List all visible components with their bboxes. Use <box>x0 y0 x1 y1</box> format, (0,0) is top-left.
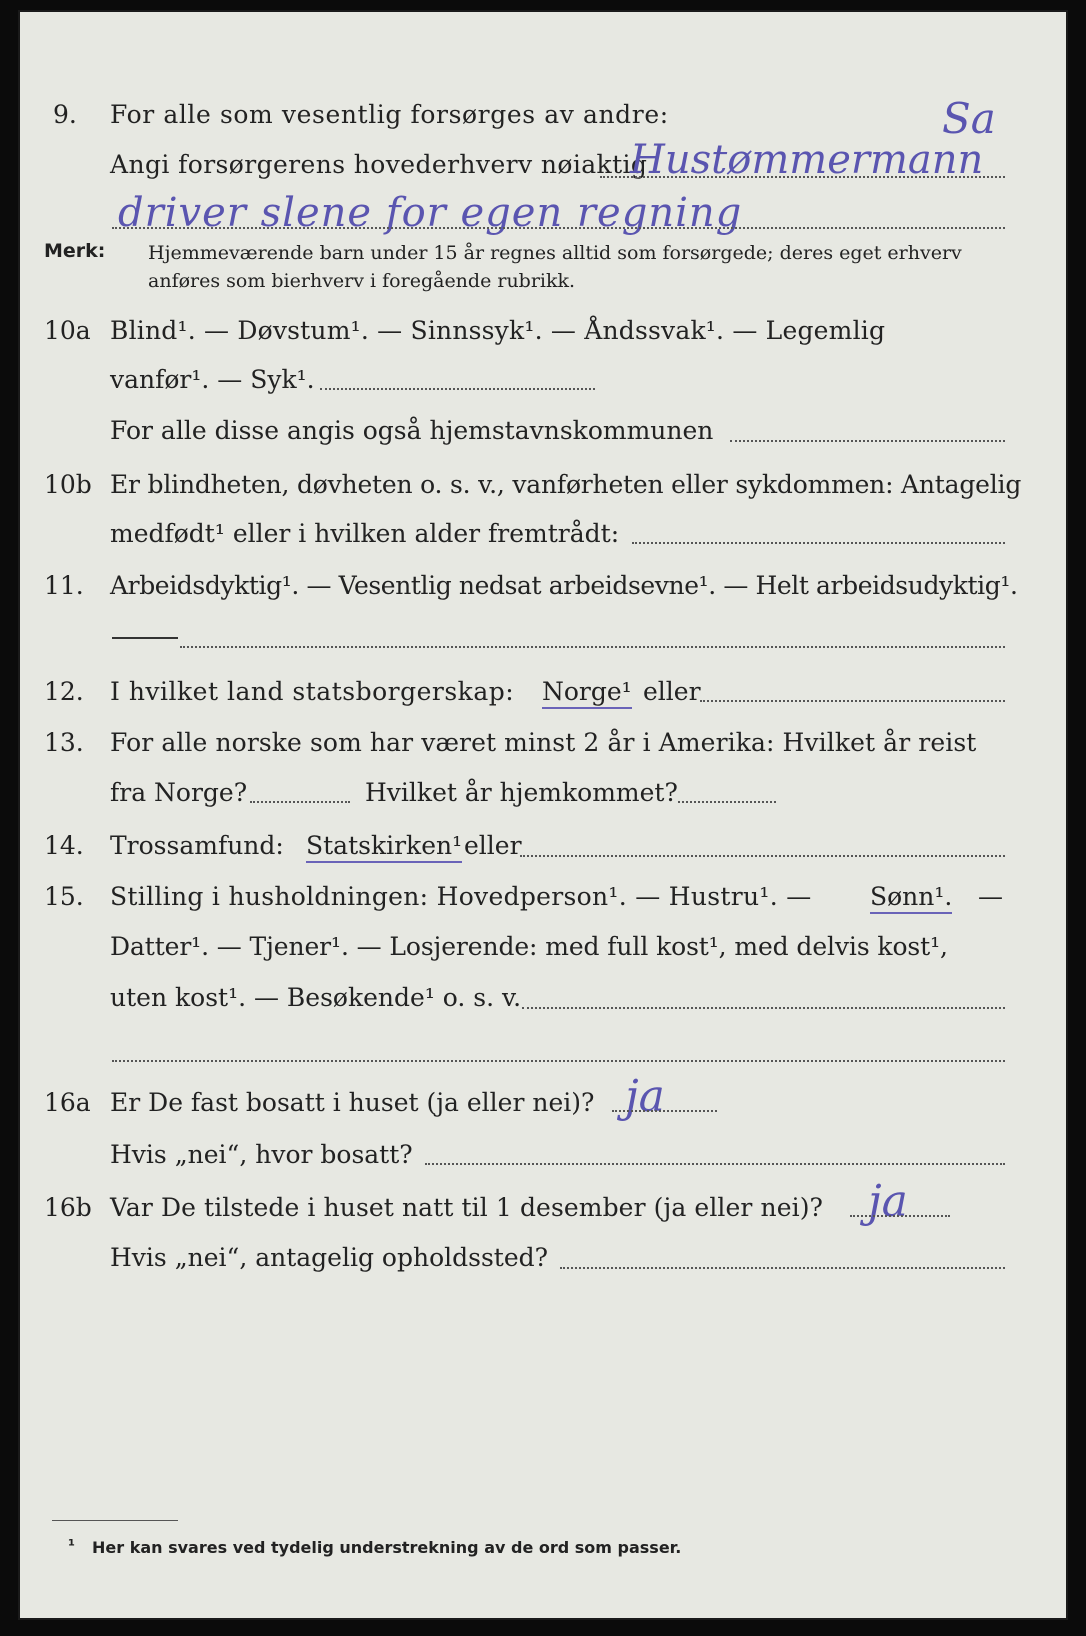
q13-line2a: fra Norge? <box>110 778 248 807</box>
q10a-line2: vanfør¹. — Syk¹. <box>110 365 315 394</box>
q11-answer-line <box>180 646 1005 648</box>
merk-line1: Hjemmeværende barn under 15 år regnes alltid som forsørgede; deres eget erhverv <box>148 242 962 264</box>
q9-answer-line1 <box>600 176 1005 178</box>
q13-number: 13. <box>44 728 84 757</box>
q10a-number: 10a <box>44 316 91 345</box>
q13-line1: For alle norske som har været minst 2 år i Amerika: Hvilket år reist <box>110 728 977 757</box>
q14-number: 14. <box>44 831 84 860</box>
q16b-line1: Var De tilstede i huset natt til 1 desember (ja eller nei)? <box>110 1193 824 1222</box>
q16b-answer-line <box>850 1215 950 1217</box>
q10a-line3: For alle disse angis også hjemstavnskommunen <box>110 416 714 445</box>
q14-eller: eller <box>464 831 522 860</box>
q14-statskirken-underlined: Statskirken¹ <box>306 833 462 863</box>
merk-label: Merk: <box>44 240 106 262</box>
q9-line2: Angi forsørgerens hovederhverv nøiaktig <box>110 150 648 179</box>
q11-line1: Arbeidsdyktig¹. — Vesentlig nedsat arbeidsevne¹. — Helt arbeidsudyktig¹. <box>110 571 1018 600</box>
q15-answer-line1 <box>522 1007 1005 1009</box>
q12-eller: eller <box>643 677 701 706</box>
footnote-rule <box>52 1520 178 1521</box>
q15-line2: Datter¹. — Tjener¹. — Losjerende: med full kost¹, med delvis kost¹, <box>110 932 948 961</box>
q9-handwritten-answer1: Hustømmermann <box>630 137 984 183</box>
q12-answer-line <box>700 700 1005 702</box>
q13-reist-line <box>250 801 350 803</box>
q15-answer-line2 <box>112 1060 1005 1062</box>
q9-handwritten-corner: Sa <box>942 94 996 143</box>
merk-line2: anføres som bierhverv i foregående rubrikk. <box>148 270 576 292</box>
q12-number: 12. <box>44 677 84 706</box>
q15-number: 15. <box>44 882 84 911</box>
q16a-number: 16a <box>44 1088 91 1117</box>
footnote-text: Her kan svares ved tydelig understrekning av de ord som passer. <box>92 1538 682 1557</box>
q11-short-rule <box>112 637 178 639</box>
footnote-marker: ¹ <box>68 1536 76 1555</box>
q10b-number: 10b <box>44 470 92 499</box>
q10a-line1: Blind¹. — Døvstum¹. — Sinnssyk¹. — Åndssvak¹. — Legemlig <box>110 316 886 345</box>
q16b-line2: Hvis „nei“, antagelig opholdssted? <box>110 1243 549 1272</box>
q10b-line2: medfødt¹ eller i hvilken alder fremtrådt: <box>110 519 620 548</box>
q16b-number: 16b <box>44 1193 92 1222</box>
q14-text: Trossamfund: <box>110 831 284 860</box>
q16a-handwritten-answer: ja <box>625 1071 665 1122</box>
q13-line2b: Hvilket år hjemkommet? <box>365 778 678 807</box>
q16a-line1: Er De fast bosatt i huset (ja eller nei)? <box>110 1088 595 1117</box>
q9-handwritten-answer2: driver slene for egen regning <box>118 190 743 236</box>
q10b-alder-line <box>632 542 1005 544</box>
q11-number: 11. <box>44 571 84 600</box>
q10a-kommune-line <box>730 440 1005 442</box>
q15-line1b: — <box>978 882 1003 911</box>
q15-sonn-underlined: Sønn¹. <box>870 884 952 914</box>
q13-hjemkommet-line <box>678 801 776 803</box>
q16a-answer-line <box>612 1110 717 1112</box>
q16a-bosatt-line <box>425 1163 1005 1165</box>
q9-line1: For alle som vesentlig forsørges av andre: <box>110 100 669 129</box>
q12-norge-underlined: Norge¹ <box>542 679 632 709</box>
q16b-opholdssted-line <box>560 1267 1005 1269</box>
q14-answer-line <box>520 855 1005 857</box>
q16a-line2: Hvis „nei“, hvor bosatt? <box>110 1140 413 1169</box>
q16b-handwritten-answer: ja <box>868 1176 908 1227</box>
q10b-line1: Er blindheten, døvheten o. s. v., vanførheten eller sykdommen: Antagelig <box>110 470 1022 499</box>
q15-line3: uten kost¹. — Besøkende¹ o. s. v. <box>110 983 522 1012</box>
q15-line1a: Stilling i husholdningen: Hovedperson¹. — Hustru¹. — <box>110 882 812 911</box>
q9-answer-line2 <box>112 227 1005 229</box>
q12-text: I hvilket land statsborgerskap: <box>110 677 515 706</box>
q10a-syk-line <box>320 388 595 390</box>
q9-number: 9. <box>53 100 77 129</box>
